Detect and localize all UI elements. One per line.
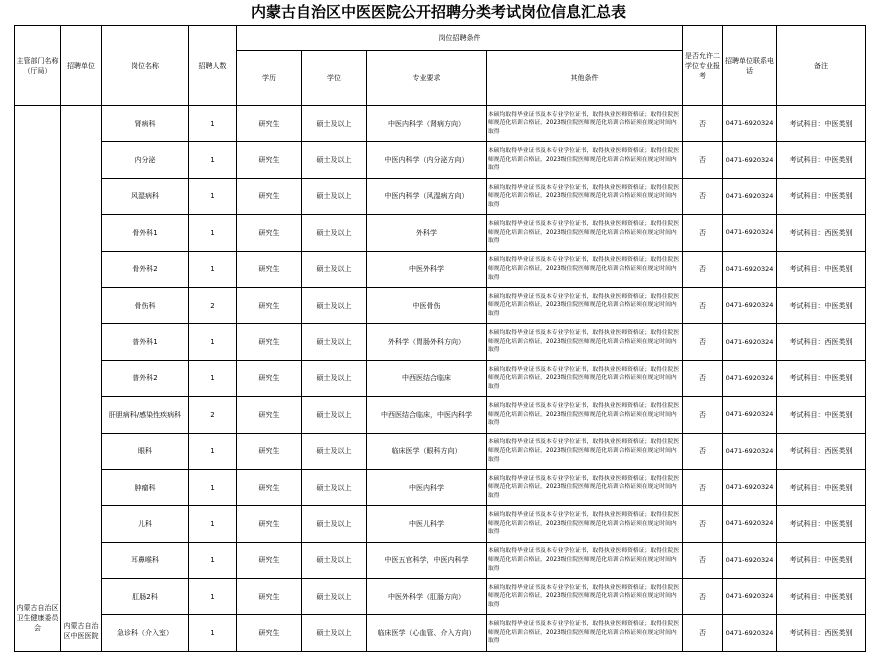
degree-cell: 硕士及以上 <box>302 251 367 287</box>
remark-cell: 考试科目：中医类别 <box>777 579 866 615</box>
education-cell: 研究生 <box>237 360 302 396</box>
second-degree-cell: 否 <box>683 360 723 396</box>
degree-cell: 硕士及以上 <box>302 215 367 251</box>
second-degree-cell: 否 <box>683 579 723 615</box>
phone-cell: 0471-6920324 <box>723 324 777 360</box>
page-title: 内蒙古自治区中医医院公开招聘分类考试岗位信息汇总表 <box>250 3 626 21</box>
header-remark: 备注 <box>777 26 866 106</box>
count-cell: 1 <box>189 251 237 287</box>
other-conditions-cell: 本硕均取得毕业证书及本专业学位证书，取得执业医师资格证；取得住院医师规范化培训合格证，2023级住院医师规范化培训合格证须在规定时间内取得 <box>487 178 683 214</box>
position-cell: 骨外科1 <box>102 215 189 251</box>
remark-cell: 考试科目：中医类别 <box>777 142 866 178</box>
degree-cell: 硕士及以上 <box>302 579 367 615</box>
phone-cell: 0471-6920324 <box>723 215 777 251</box>
major-cell: 外科学 <box>367 215 487 251</box>
phone-cell: 0471-6920324 <box>723 360 777 396</box>
header-conditions-group: 岗位招聘条件 <box>237 26 683 51</box>
table-row <box>15 142 866 178</box>
major-cell: 临床医学（心血管、介入方向） <box>367 615 487 651</box>
degree-cell: 硕士及以上 <box>302 106 367 142</box>
phone-cell: 0471-6920324 <box>723 178 777 214</box>
position-cell: 风湿病科 <box>102 178 189 214</box>
other-conditions-cell: 本硕均取得毕业证书及本专业学位证书，取得执业医师资格证；取得住院医师规范化培训合格证，2023级住院医师规范化培训合格证须在规定时间内取得 <box>487 251 683 287</box>
education-cell: 研究生 <box>237 615 302 651</box>
header-dept: 主管部门名称（厅局） <box>15 26 61 106</box>
phone-cell: 0471-6920324 <box>723 579 777 615</box>
major-cell: 临床医学（眼科方向） <box>367 433 487 469</box>
remark-cell: 考试科目：中医类别 <box>777 106 866 142</box>
header-major: 专业要求 <box>367 51 487 106</box>
major-cell: 中医外科学 <box>367 251 487 287</box>
count-cell: 1 <box>189 360 237 396</box>
education-cell: 研究生 <box>237 287 302 323</box>
position-cell: 普外科2 <box>102 360 189 396</box>
degree-cell: 硕士及以上 <box>302 469 367 505</box>
other-conditions-cell: 本硕均取得毕业证书及本专业学位证书，取得执业医师资格证；取得住院医师规范化培训合格证，2023级住院医师规范化培训合格证须在规定时间内取得 <box>487 287 683 323</box>
major-cell: 中医五官科学，中医内科学 <box>367 542 487 578</box>
remark-cell: 考试科目：西医类别 <box>777 215 866 251</box>
table-row <box>15 324 866 360</box>
header-second-choice: 是否允许二学位专业报考 <box>683 26 723 106</box>
education-cell: 研究生 <box>237 106 302 142</box>
position-cell: 肾病科 <box>102 106 189 142</box>
degree-cell: 硕士及以上 <box>302 287 367 323</box>
remark-cell: 考试科目：西医类别 <box>777 433 866 469</box>
other-conditions-cell: 本硕均取得毕业证书及本专业学位证书，取得执业医师资格证；取得住院医师规范化培训合格证，2023级住院医师规范化培训合格证须在规定时间内取得 <box>487 469 683 505</box>
education-cell: 研究生 <box>237 324 302 360</box>
count-cell: 1 <box>189 324 237 360</box>
other-conditions-cell: 本硕均取得毕业证书及本专业学位证书，取得执业医师资格证；取得住院医师规范化培训合格证，2023级住院医师规范化培训合格证须在规定时间内取得 <box>487 542 683 578</box>
table-row <box>15 579 866 615</box>
phone-cell: 0471-6920324 <box>723 106 777 142</box>
education-cell: 研究生 <box>237 469 302 505</box>
remark-cell: 考试科目：中医类别 <box>777 469 866 505</box>
count-cell: 1 <box>189 178 237 214</box>
header-unit: 招聘单位 <box>61 26 102 106</box>
table-row <box>15 287 866 323</box>
other-conditions-cell: 本硕均取得毕业证书及本专业学位证书，取得执业医师资格证；取得住院医师规范化培训合格证，2023级住院医师规范化培训合格证须在规定时间内取得 <box>487 615 683 651</box>
phone-cell: 0471-6920324 <box>723 397 777 433</box>
major-cell: 中医内科学 <box>367 469 487 505</box>
header-other: 其他条件 <box>487 51 683 106</box>
position-cell: 眼科 <box>102 433 189 469</box>
second-degree-cell: 否 <box>683 106 723 142</box>
count-cell: 1 <box>189 469 237 505</box>
position-cell: 肛肠2科 <box>102 579 189 615</box>
count-cell: 1 <box>189 542 237 578</box>
education-cell: 研究生 <box>237 579 302 615</box>
position-cell: 耳鼻喉科 <box>102 542 189 578</box>
other-conditions-cell: 本硕均取得毕业证书及本专业学位证书，取得执业医师资格证；取得住院医师规范化培训合格证，2023级住院医师规范化培训合格证须在规定时间内取得 <box>487 106 683 142</box>
second-degree-cell: 否 <box>683 615 723 651</box>
major-cell: 中医骨伤 <box>367 287 487 323</box>
phone-cell: 0471-6920324 <box>723 142 777 178</box>
second-degree-cell: 否 <box>683 433 723 469</box>
other-conditions-cell: 本硕均取得毕业证书及本专业学位证书，取得执业医师资格证；取得住院医师规范化培训合格证，2023级住院医师规范化培训合格证须在规定时间内取得 <box>487 579 683 615</box>
education-cell: 研究生 <box>237 215 302 251</box>
header-row-1 <box>15 26 866 51</box>
degree-cell: 硕士及以上 <box>302 178 367 214</box>
education-cell: 研究生 <box>237 142 302 178</box>
major-cell: 外科学（胃肠外科方向） <box>367 324 487 360</box>
remark-cell: 考试科目：中医类别 <box>777 251 866 287</box>
major-cell: 中医外科学（肛肠方向） <box>367 579 487 615</box>
header-position: 岗位名称 <box>102 26 189 106</box>
other-conditions-cell: 本硕均取得毕业证书及本专业学位证书，取得执业医师资格证；取得住院医师规范化培训合格证，2023级住院医师规范化培训合格证须在规定时间内取得 <box>487 433 683 469</box>
degree-cell: 硕士及以上 <box>302 615 367 651</box>
second-degree-cell: 否 <box>683 542 723 578</box>
degree-cell: 硕士及以上 <box>302 360 367 396</box>
remark-cell: 考试科目：中医类别 <box>777 360 866 396</box>
table-row <box>15 360 866 396</box>
degree-cell: 硕士及以上 <box>302 433 367 469</box>
position-cell: 普外科1 <box>102 324 189 360</box>
table-row <box>15 433 866 469</box>
education-cell: 研究生 <box>237 542 302 578</box>
education-cell: 研究生 <box>237 251 302 287</box>
position-cell: 肿瘤科 <box>102 469 189 505</box>
other-conditions-cell: 本硕均取得毕业证书及本专业学位证书，取得执业医师资格证；取得住院医师规范化培训合格证，2023级住院医师规范化培训合格证须在规定时间内取得 <box>487 506 683 542</box>
header-count: 招聘人数 <box>189 26 237 106</box>
count-cell: 1 <box>189 579 237 615</box>
position-cell: 儿科 <box>102 506 189 542</box>
table-row <box>15 506 866 542</box>
phone-cell: 0471-6920324 <box>723 469 777 505</box>
count-cell: 1 <box>189 433 237 469</box>
major-cell: 中医儿科学 <box>367 506 487 542</box>
other-conditions-cell: 本硕均取得毕业证书及本专业学位证书，取得执业医师资格证；取得住院医师规范化培训合格证，2023级住院医师规范化培训合格证须在规定时间内取得 <box>487 397 683 433</box>
count-cell: 2 <box>189 397 237 433</box>
degree-cell: 硕士及以上 <box>302 142 367 178</box>
second-degree-cell: 否 <box>683 324 723 360</box>
table-row <box>15 397 866 433</box>
second-degree-cell: 否 <box>683 142 723 178</box>
position-cell: 内分泌 <box>102 142 189 178</box>
count-cell: 1 <box>189 506 237 542</box>
header-education: 学历 <box>237 51 302 106</box>
table-row <box>15 542 866 578</box>
education-cell: 研究生 <box>237 506 302 542</box>
phone-cell: 0471-6920324 <box>723 615 777 651</box>
other-conditions-cell: 本硕均取得毕业证书及本专业学位证书，取得执业医师资格证；取得住院医师规范化培训合格证，2023级住院医师规范化培训合格证须在规定时间内取得 <box>487 360 683 396</box>
table-row <box>15 215 866 251</box>
position-cell: 急诊科（介入室） <box>102 615 189 651</box>
header-contact: 招聘单位联系电话 <box>723 26 777 106</box>
table-row <box>15 178 866 214</box>
remark-cell: 考试科目：西医类别 <box>777 324 866 360</box>
phone-cell: 0471-6920324 <box>723 433 777 469</box>
unit-cell: 内蒙古自治区中医医院 <box>61 106 102 652</box>
phone-cell: 0471-6920324 <box>723 287 777 323</box>
major-cell: 中医内科学（内分泌方向） <box>367 142 487 178</box>
phone-cell: 0471-6920324 <box>723 542 777 578</box>
second-degree-cell: 否 <box>683 469 723 505</box>
education-cell: 研究生 <box>237 397 302 433</box>
count-cell: 1 <box>189 106 237 142</box>
table-row <box>15 106 866 142</box>
count-cell: 1 <box>189 142 237 178</box>
remark-cell: 考试科目：中医类别 <box>777 178 866 214</box>
dept-cell: 内蒙古自治区卫生健康委员会 <box>15 106 61 652</box>
positions-table <box>14 25 866 652</box>
second-degree-cell: 否 <box>683 215 723 251</box>
position-cell: 肝胆病科/感染性疾病科 <box>102 397 189 433</box>
second-degree-cell: 否 <box>683 397 723 433</box>
table-row <box>15 251 866 287</box>
remark-cell: 考试科目：西医类别 <box>777 615 866 651</box>
second-degree-cell: 否 <box>683 287 723 323</box>
remark-cell: 考试科目：中医类别 <box>777 397 866 433</box>
degree-cell: 硕士及以上 <box>302 542 367 578</box>
education-cell: 研究生 <box>237 433 302 469</box>
count-cell: 2 <box>189 287 237 323</box>
position-cell: 骨伤科 <box>102 287 189 323</box>
major-cell: 中医内科学（肾病方向） <box>367 106 487 142</box>
remark-cell: 考试科目：中医类别 <box>777 506 866 542</box>
phone-cell: 0471-6920324 <box>723 506 777 542</box>
degree-cell: 硕士及以上 <box>302 506 367 542</box>
second-degree-cell: 否 <box>683 178 723 214</box>
other-conditions-cell: 本硕均取得毕业证书及本专业学位证书，取得执业医师资格证；取得住院医师规范化培训合格证，2023级住院医师规范化培训合格证须在规定时间内取得 <box>487 142 683 178</box>
degree-cell: 硕士及以上 <box>302 397 367 433</box>
count-cell: 1 <box>189 615 237 651</box>
table-row <box>15 469 866 505</box>
remark-cell: 考试科目：中医类别 <box>777 287 866 323</box>
other-conditions-cell: 本硕均取得毕业证书及本专业学位证书，取得执业医师资格证；取得住院医师规范化培训合格证，2023级住院医师规范化培训合格证须在规定时间内取得 <box>487 324 683 360</box>
remark-cell: 考试科目：中医类别 <box>777 542 866 578</box>
phone-cell: 0471-6920324 <box>723 251 777 287</box>
position-cell: 骨外科2 <box>102 251 189 287</box>
major-cell: 中医内科学（风湿病方向） <box>367 178 487 214</box>
major-cell: 中西医结合临床 <box>367 360 487 396</box>
second-degree-cell: 否 <box>683 506 723 542</box>
degree-cell: 硕士及以上 <box>302 324 367 360</box>
other-conditions-cell: 本硕均取得毕业证书及本专业学位证书，取得执业医师资格证；取得住院医师规范化培训合格证，2023级住院医师规范化培训合格证须在规定时间内取得 <box>487 215 683 251</box>
count-cell: 1 <box>189 215 237 251</box>
education-cell: 研究生 <box>237 178 302 214</box>
header-degree: 学位 <box>302 51 367 106</box>
table-row <box>15 615 866 651</box>
major-cell: 中西医结合临床，中医内科学 <box>367 397 487 433</box>
second-degree-cell: 否 <box>683 251 723 287</box>
